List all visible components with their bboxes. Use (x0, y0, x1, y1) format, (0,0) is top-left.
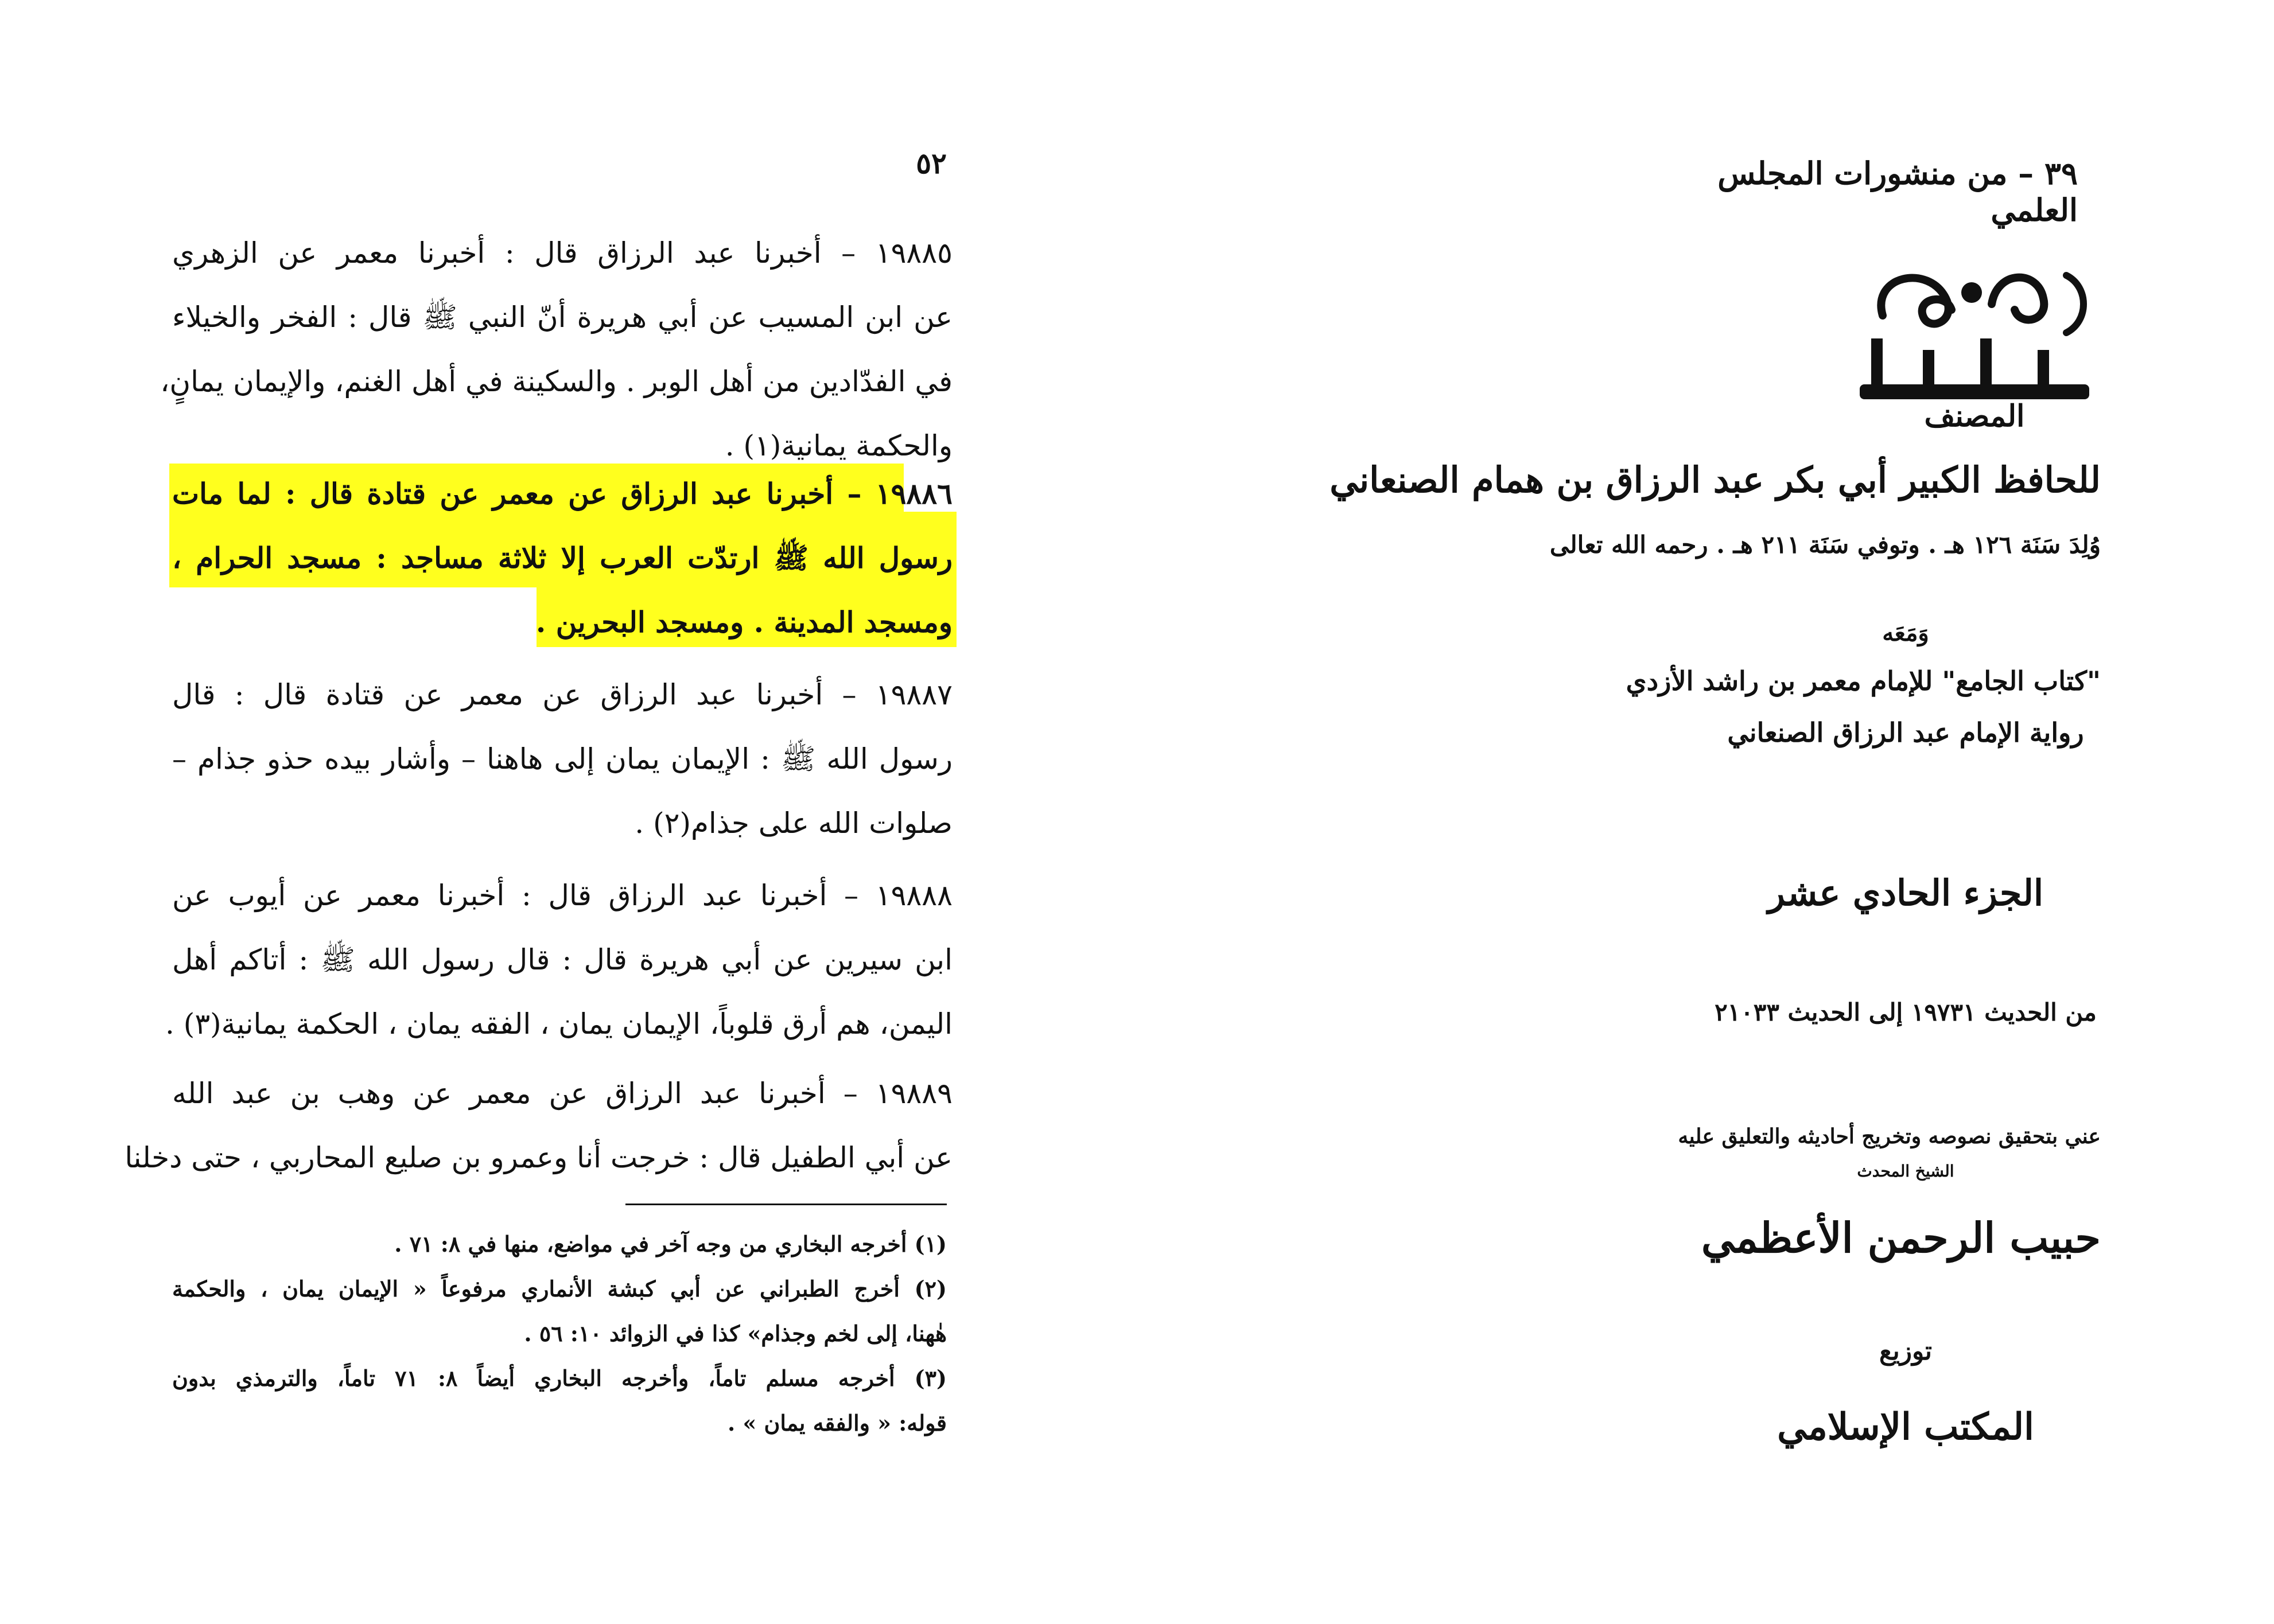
hadith-19888 (165, 863, 953, 1056)
sheikh-label: الشيخ المحدث (1857, 1162, 1954, 1181)
book-title: المصنف (1924, 399, 2025, 434)
editor-name: حبيب الرحمن الأعظمي (1701, 1213, 2101, 1262)
text-line: عن ابن المسيب عن أبي هريرة أنّ النبي ﷺ قال : الفخر والخيلاء (172, 301, 953, 334)
companion-line: "كتاب الجامع" للإمام معمر بن راشد الأزدي (1626, 665, 2101, 696)
narration-line: رواية الإمام عبد الرزاق الصنعاني (1727, 717, 2084, 748)
footnote-line: قوله: « والفقه يمان » . (728, 1410, 947, 1436)
author-line: للحافظ الكبير أبي بكر عبد الرزاق بن همام الصنعاني (1330, 459, 2101, 501)
hadith-19887 (172, 663, 953, 855)
footnote-divider (625, 1204, 947, 1205)
with-label: وَمَعَه (1882, 620, 1929, 647)
hadith-19886-highlighted (172, 462, 953, 655)
text-line: عن أبي الطفيل قال : خرجت أنا وعمرو بن صليع المحاربي ، حتى دخلنا (125, 1141, 953, 1174)
text-line: ومسجد المدينة . ومسجد البحرين . (535, 605, 953, 639)
publisher-name: المكتب الإسلامي (1777, 1405, 2034, 1448)
footnote-line: هٰهنا، إلى لخم وجذام» كذا في الزوائد ١٠: ٥٦ . (524, 1321, 947, 1346)
text-line: ١٩٨٨٥ – أخبرنا عبد الرزاق قال : أخبرنا معمر عن الزهري (172, 236, 953, 270)
text-line: ١٩٨٨٧ – أخبرنا عبد الرزاق عن معمر عن قتادة قال : قال (172, 678, 953, 711)
distribution-label: توزيع (1879, 1337, 1932, 1366)
series-line: ٣٩ – من منشورات المجلس العلمي (1717, 155, 2078, 228)
hadith-range-line: من الحديث ١٩٧٣١ إلى الحديث ٢١٠٣٣ (1715, 998, 2097, 1026)
hadith-19889 (125, 1061, 953, 1190)
text-line: ابن سيرين عن أبي هريرة قال : قال رسول الله ﷺ : أتاكم أهل (172, 943, 953, 976)
text-line: ١٩٨٨٦ – أخبرنا عبد الرزاق عن معمر عن قتادة قال : لما مات (172, 477, 953, 511)
editing-line: عني بتحقيق نصوصه وتخريج أحاديثه والتعليق عليه (1678, 1124, 2101, 1148)
text-line: اليمن، هم أرق قلوباً، الإيمان يمان ، الفقه يمان ، الحكمة يمانية(٣) . (165, 1007, 953, 1041)
text-line: رسول الله ﷺ : الإيمان يمان إلى هاهنا – وأشار بيده حذو جذام – (172, 742, 953, 776)
text-line: والحكمة يمانية(١) . (725, 429, 953, 462)
page-number: ٥٢ (916, 146, 947, 180)
footnote-line: (٢) أخرج الطبراني عن أبي كبشة الأنماري مرفوعاً « الإيمان يمان ، والحكمة (172, 1276, 947, 1302)
right-page (1137, 0, 2274, 1624)
footnote-line: (٣) أخرجه مسلم تاماً، وأخرجه البخاري أيضاً ٨: ٧١ تاماً، والترمذي بدون (172, 1365, 947, 1391)
dates-line: وُلِدَ سَنَة ١٢٦ هـ . وتوفي سَنَة ٢١١ هـ . رحمه الله تعالى (1549, 531, 2101, 559)
volume-title: الجزء الحادي عشر (1767, 872, 2044, 914)
text-line: ١٩٨٨٨ – أخبرنا عبد الرزاق قال : أخبرنا معمر عن أيوب عن (172, 879, 953, 912)
text-line: في الفدّادين من أهل الوبر . والسكينة في أهل الغنم، والإيمان يمانٍ، (160, 365, 953, 398)
book-title-calligraphy (1848, 252, 2101, 442)
text-line: ١٩٨٨٩ – أخبرنا عبد الرزاق عن معمر عن وهب بن عبد الله (172, 1077, 953, 1110)
footnote-line: (١) أخرجه البخاري من وجه آخر في مواضع، منها في ٨: ٧١ . (394, 1231, 947, 1257)
footnotes (172, 1222, 947, 1446)
text-line: صلوات الله على جذام(٢) . (635, 807, 953, 840)
hadith-19885 (160, 221, 953, 478)
text-line: رسول الله ﷺ ارتدّت العرب إلا ثلاثة مساجد : مسجد الحرام ، (172, 541, 953, 575)
